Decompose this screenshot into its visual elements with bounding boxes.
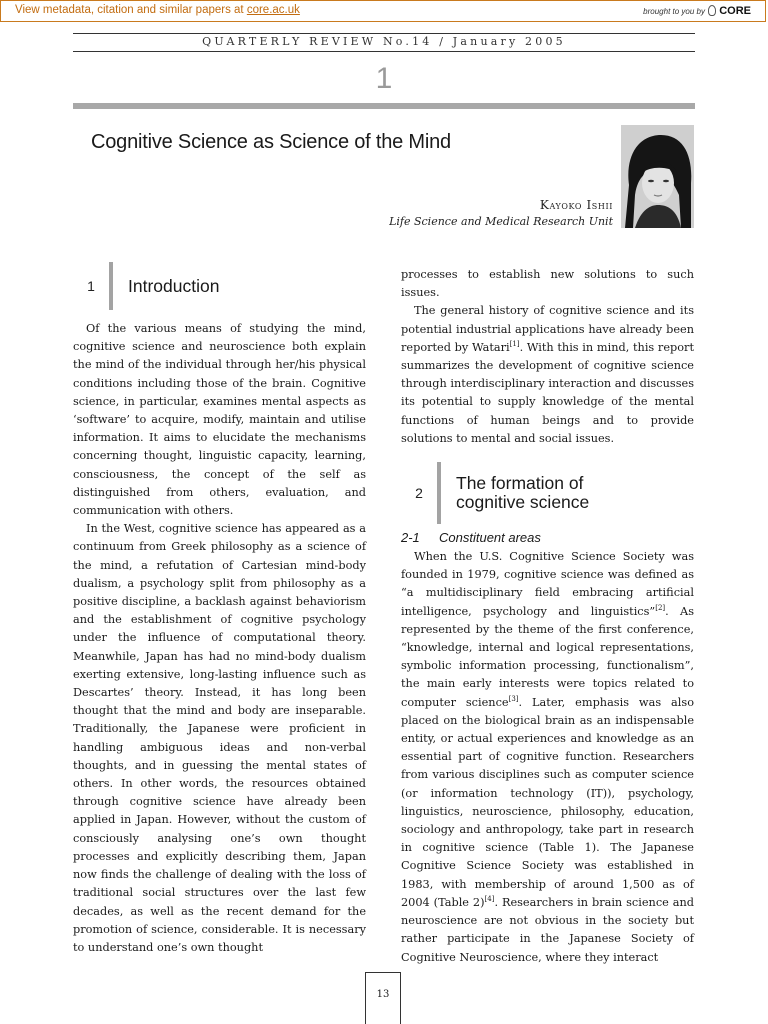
citation-4: [4] bbox=[484, 895, 495, 904]
right-p2-text-b: . With this in mind, this report summarizes the development of cognitive science through interdisciplinary interaction and discusses its potential to supply knowledge of the mental functions of human beings and to provide solutions to mental and social issues. bbox=[401, 340, 694, 445]
core-logo-label: CORE bbox=[719, 4, 751, 17]
right-paragraph-1: processes to establish new solutions to such issues. bbox=[401, 268, 694, 300]
article-affiliation: Life Science and Medical Research Unit bbox=[389, 215, 613, 228]
core-link[interactable]: core.ac.uk bbox=[246, 4, 300, 16]
core-metadata-prefix: View metadata, citation and similar papers at bbox=[15, 4, 247, 16]
journal-header: QUARTERLY REVIEW No.14 / January 2005 bbox=[202, 35, 566, 48]
right-p2-text-a: The general history of cognitive science and its potential industrial applications have already been reported by Watari bbox=[401, 304, 694, 354]
right-p3-text-c: . Later, emphasis was also placed on the biological brain as an indispensable entity, or actual experiences and knowledge as an essential part of cognitive function. Researchers from various disciplines such as computer science (or information technology (IT)), psychology, linguistics, neuroscience, philosophy, education, sociology and anthropology, take part in research in cognitive science (Table 1). The Japanese Cognitive Science Society was established in 1983, with membership of around 1,500 as of 2004 (Table 2) bbox=[401, 695, 694, 909]
author-photo-image bbox=[621, 125, 694, 228]
core-metadata-text bbox=[15, 4, 300, 16]
section-2-heading bbox=[401, 462, 694, 524]
section-2-title-line2: cognitive science bbox=[456, 492, 590, 513]
right-p3-text-d: . Researchers in brain science and neuroscience are not obvious in the society but rather participate in the Japanese Society of Cognitive Neuroscience, where they interact bbox=[401, 895, 694, 964]
right-p3-text-a: When the U.S. Cognitive Science Society was founded in 1979, cognitive science was defined as “a multidisciplinary field embracing artificial intelligence, psychology and linguistics” bbox=[401, 550, 694, 618]
right-column bbox=[401, 266, 694, 967]
right-paragraph-2 bbox=[401, 302, 694, 448]
section-2-title bbox=[456, 474, 589, 512]
citation-2: [2] bbox=[655, 603, 666, 612]
subsection-2-1-title: Constituent areas bbox=[439, 530, 541, 546]
article-author: Kayoko Ishii bbox=[539, 198, 613, 212]
subsection-2-1-heading bbox=[401, 530, 694, 548]
chapter-number: 1 bbox=[375, 62, 393, 95]
right-paragraph-3 bbox=[401, 548, 694, 967]
brought-by-text: brought to you by bbox=[643, 7, 705, 16]
author-photo bbox=[621, 125, 694, 228]
core-banner bbox=[0, 0, 766, 22]
header-rule-bottom bbox=[73, 51, 695, 52]
header-rule-top bbox=[73, 33, 695, 34]
chapter-divider bbox=[73, 103, 695, 109]
subsection-2-1-number: 2-1 bbox=[401, 530, 420, 546]
core-logo-icon bbox=[707, 4, 717, 17]
section-1-heading bbox=[73, 262, 366, 310]
section-2-bar bbox=[437, 462, 441, 524]
left-column bbox=[73, 262, 366, 957]
section-2-number: 2 bbox=[415, 485, 423, 502]
section-1-title: Introduction bbox=[128, 275, 220, 296]
citation-3: [3] bbox=[508, 694, 519, 703]
page-number: 13 bbox=[365, 972, 401, 1024]
core-logo[interactable] bbox=[707, 4, 751, 17]
article-title: Cognitive Science as Science of the Mind bbox=[91, 131, 451, 153]
section-1-number: 1 bbox=[87, 278, 95, 294]
left-paragraph-2: In the West, cognitive science has appeared as a continuum from Greek philosophy as a science of the mind, a refutation of Cartesian mind-body dualism, a psychology split from philosophy as a positive discipline, a backlash against behaviorism and the establishment of cognitive psychology under the influence of computational theory. Meanwhile, Japan has had no mind-body dualism exerting extensive, long-lasting influence such as Descartes’ theory. Instead, it has long been thought that the mind and body are inseparable. Traditionally, the Japanese were proficient in handling ambiguous ideas and non-verbal thoughts, and in guessing the mental states of others. In other words, the resources obtained through cognitive science have already been applied in Japan. However, without the custom of consciously analysing one’s own thought processes and explicitly describing them, Japan now finds the challenge of dealing with the loss of traditional social structures over the last few decades, as well as the recent demand for the promotion of science, considerable. It is necessary to understand one’s own thought bbox=[73, 522, 366, 954]
citation-1: [1] bbox=[509, 340, 520, 349]
section-1-bar bbox=[109, 262, 113, 310]
left-paragraph-1: Of the various means of studying the mind, cognitive science and neuroscience both explain the mind of the individual through her/his physical conditions including those of the brain. Cognitive science, in particular, examines mental aspects as ‘software’ to acquire, modify, maintain and utilise information. It aims to elucidate the mechanisms concerning thought, linguistic capacity, learning, consciousness, the concept of the self as distinguished from others, evaluation, and communication with others. bbox=[73, 322, 366, 518]
right-p3-text-b: . As represented by the theme of the first conference, “knowledge, internal and logical representations, symbolic information processing, functionalism”, the main early interests were topics related to computer science bbox=[401, 604, 694, 709]
section-2-title-line1: The formation of bbox=[456, 473, 584, 494]
